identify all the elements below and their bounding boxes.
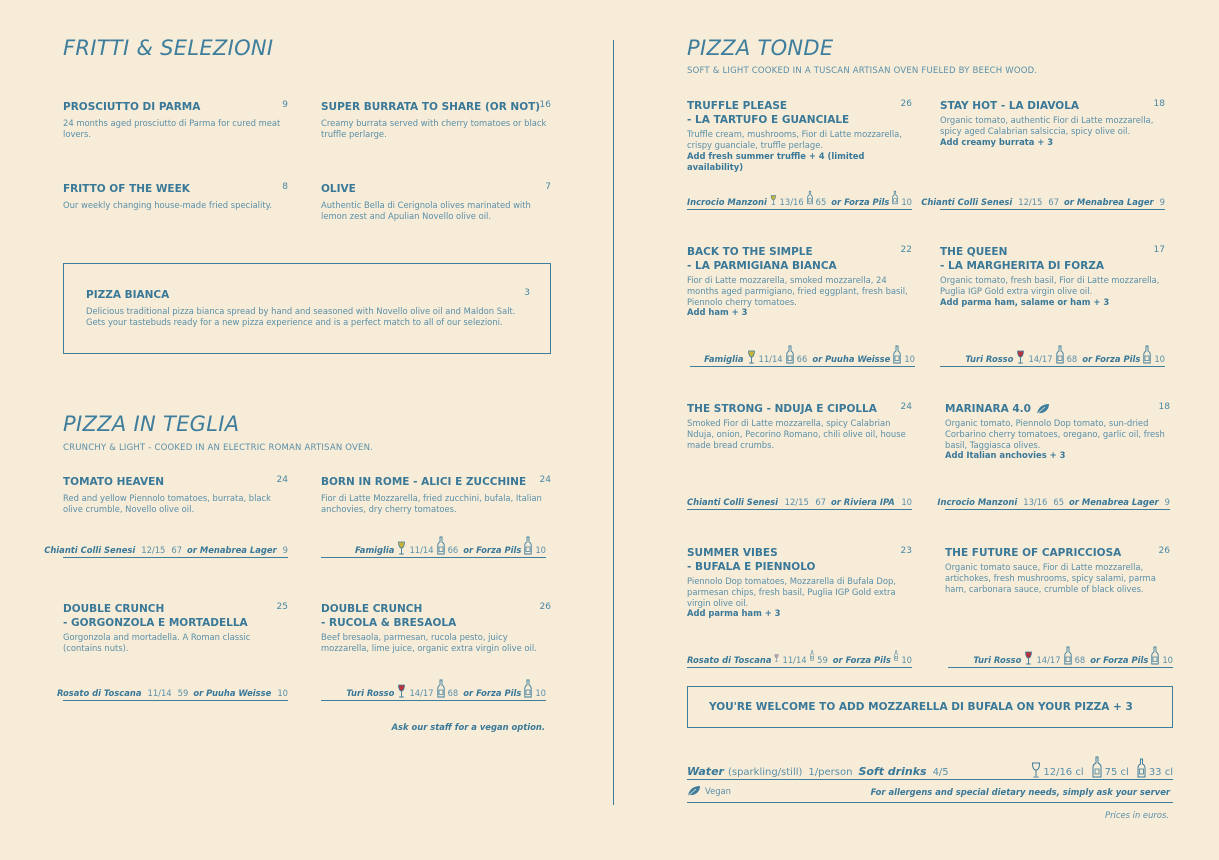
white-wine-glass-icon — [397, 541, 406, 555]
item-name-2: - LA TARTUFO E GUANCIALE — [687, 114, 850, 126]
beer-size: 33 cl — [1148, 767, 1173, 778]
glass-price: 11/14 — [758, 354, 783, 364]
vegan-leaf-icon — [687, 785, 701, 797]
or-beer: or Riviera IPA — [830, 497, 895, 507]
wine-name: Turi Rosso — [973, 655, 1022, 665]
item-extra: Add fresh summer truffle + 4 (limited availability) — [687, 150, 865, 172]
beer-name: Forza Pils — [1095, 354, 1141, 364]
item-name: THE FUTURE OF CAPRICCIOSA — [945, 547, 1122, 559]
beer-price: 9 — [282, 545, 288, 555]
bottle-size: 75 cl — [1104, 767, 1129, 778]
glass-price: 14/17 — [409, 688, 434, 698]
beer-bottle-icon — [524, 679, 532, 698]
beer-bottle-icon — [1143, 345, 1151, 364]
beer-price: 10 — [535, 545, 546, 555]
item-extra: Add parma ham, salame or ham + 3 — [940, 296, 1110, 307]
or-beer: or Puuha Weisse — [812, 354, 891, 364]
bottle-price: 67 — [1048, 197, 1060, 207]
item-extra: Add parma ham + 3 — [687, 608, 781, 619]
glass-price: 14/17 — [1036, 655, 1061, 665]
bottle-price: 65 — [1053, 497, 1065, 507]
beer-name: Puuha Weisse — [825, 354, 891, 364]
wine-bottle-icon — [807, 188, 813, 207]
beer-bottle-icon — [893, 345, 901, 364]
item-price: 26 — [900, 99, 912, 109]
item-price: 24 — [900, 402, 912, 412]
item-desc: Red and yellow Piennolo tomatoes, burrata, black olive crumble, Novello olive oil. — [63, 493, 271, 514]
item-name: MARINARA 4.0 — [945, 403, 1031, 415]
wine-pairing — [937, 486, 1170, 510]
item-name: DOUBLE CRUNCH — [321, 603, 423, 615]
item-desc: Organic tomato, Piennolo Dop tomato, sun-dried Corbarino cherry tomatoes, oregano, garlic oil, fresh basil, Taggiasca olives. — [945, 418, 1165, 450]
item-name: OLIVE — [321, 183, 356, 195]
beer-price: 10 — [901, 197, 912, 207]
glass-size: 12/16 cl — [1043, 767, 1084, 778]
item-price: 26 — [1158, 546, 1170, 556]
water-label: Water — [687, 765, 724, 778]
item-name: DOUBLE CRUNCH — [63, 603, 165, 615]
item-name: BORN IN ROME - ALICI E ZUCCHINE — [321, 476, 527, 488]
beer-name: Menabrea Lager — [1076, 197, 1154, 207]
item-desc: Beef bresaola, parmesan, rucola pesto, juicy mozzarella, lime juice, organic extra virgin olive oil. — [321, 632, 537, 653]
vegan-option-note: Ask our staff for a vegan option. — [391, 722, 545, 732]
item-desc: Creamy burrata served with cherry tomatoes or black truffle perlarge. — [321, 118, 547, 139]
beer-price: 9 — [1159, 197, 1165, 207]
beer-price: 10 — [277, 688, 288, 698]
item-desc: 24 months aged prosciutto di Parma for cured meat lovers. — [63, 118, 281, 139]
bottle-price: 66 — [796, 354, 808, 364]
item-extra: Add Italian anchovies + 3 — [945, 450, 1066, 461]
item-name: SUPER BURRATA TO SHARE (OR NOT) — [321, 101, 541, 113]
beer-name: Menabrea Lager — [199, 545, 277, 555]
or-beer: or Menabrea Lager — [1064, 197, 1154, 207]
item-name: STAY HOT - LA DIAVOLA — [940, 100, 1080, 112]
item-name: BACK TO THE SIMPLE — [687, 246, 813, 258]
or-beer: or Forza Pils — [463, 688, 522, 698]
wine-pairing — [687, 186, 912, 210]
item-price: 18 — [1158, 402, 1170, 412]
or-beer: or Forza Pils — [831, 197, 890, 207]
item-desc: Organic tomato, authentic Fior di Latte mozzarella, spicy aged Calabrian salsiccia, spicy olive oil. — [940, 115, 1154, 136]
glass-price: 14/17 — [1028, 354, 1053, 364]
wine-pairing — [687, 486, 912, 510]
wine-bottle-icon — [810, 646, 814, 665]
wine-name: Incrocio Manzoni — [687, 197, 767, 207]
item-price: 25 — [276, 602, 288, 612]
menu-item — [63, 602, 288, 654]
menu-item — [86, 288, 530, 328]
item-name-2: - LA MARGHERITA DI FORZA — [940, 260, 1105, 272]
tonde-subtitle: SOFT & LIGHT COOKED IN A TUSCAN ARTISAN OVEN FUELED BY BEECH WOOD. — [687, 66, 1038, 76]
item-name: PROSCIUTTO DI PARMA — [63, 101, 201, 113]
menu-item — [63, 475, 288, 515]
beer-bottle-icon — [898, 488, 899, 507]
beer-price: 10 — [1162, 655, 1173, 665]
red-wine-glass-icon — [781, 493, 782, 507]
wine-bottle-icon — [1064, 646, 1072, 665]
wine-pairing — [57, 677, 288, 701]
wine-glass-icon — [1031, 762, 1041, 778]
wine-pairing — [321, 534, 546, 558]
vegan-leaf-icon — [1036, 403, 1050, 415]
footer-rule — [687, 802, 1173, 803]
beer-bottle-icon — [1137, 758, 1146, 778]
item-price: 17 — [1153, 245, 1165, 255]
bottle-price: 66 — [447, 545, 459, 555]
menu-item — [687, 99, 912, 173]
glass-price: 13/16 — [1023, 497, 1048, 507]
wine-pairing — [948, 644, 1173, 668]
item-desc: Piennolo Dop tomatoes, Mozzarella di Bufala Dop, parmesan chips, fresh basil, Puglia IGP Gold extra virgin olive oil. — [687, 576, 896, 608]
or-beer: or Forza Pils — [832, 655, 891, 665]
wine-bottle-icon — [437, 679, 445, 698]
vegan-legend — [687, 785, 731, 797]
item-price: 26 — [539, 602, 551, 612]
wine-name: Chianti Colli Senesi — [687, 497, 779, 507]
or-beer: or Menabrea Lager — [187, 545, 277, 555]
bottle-price: 67 — [815, 497, 826, 507]
item-price: 18 — [1153, 99, 1165, 109]
menu-item — [321, 100, 551, 140]
water-price: 1/person — [808, 767, 853, 778]
wine-pairing — [690, 343, 915, 367]
wine-bottle-icon — [437, 536, 445, 555]
red-wine-glass-icon — [1024, 651, 1033, 665]
item-price: 24 — [276, 475, 288, 485]
menu-item — [945, 546, 1170, 594]
wine-name: Famiglia — [704, 354, 744, 364]
item-price: 9 — [282, 100, 288, 110]
bufala-text: YOU'RE WELCOME TO ADD MOZZARELLA DI BUFALA ON YOUR PIZZA + 3 — [709, 701, 1133, 713]
tonde-title: PIZZA TONDE — [687, 36, 834, 60]
wine-pairing — [44, 534, 288, 558]
wine-bottle-icon — [786, 345, 794, 364]
item-extra: Add creamy burrata + 3 — [940, 136, 1054, 147]
menu-item — [63, 100, 288, 140]
item-price: 22 — [900, 245, 912, 255]
drinks-line — [687, 760, 1173, 778]
wine-name: Turi Rosso — [346, 688, 395, 698]
rose-wine-glass-icon — [774, 651, 779, 665]
item-price: 16 — [539, 100, 551, 110]
item-desc: Gorgonzola and mortadella. A Roman classic (contains nuts). — [63, 632, 251, 653]
beer-bottle-icon — [524, 536, 532, 555]
wine-bottle-icon — [812, 488, 813, 507]
fritti-title: FRITTI & SELEZIONI — [63, 36, 274, 60]
beer-name: Forza Pils — [844, 197, 890, 207]
menu-item — [945, 402, 1170, 461]
prices-note: Prices in euros. — [1105, 810, 1169, 820]
item-desc: Smoked Fior di Latte mozzarella, spicy Calabrian Nduja, onion, Pecorino Romano, chili olive oil, house made bread crumbs. — [687, 418, 906, 450]
item-desc: Organic tomato sauce, Fior di Latte mozzarella, artichokes, fresh mushrooms, spicy salami, parma ham, carbonara sauce, crumble of black olives. — [945, 562, 1156, 594]
bufala-box — [687, 686, 1173, 728]
wine-pairing — [687, 644, 912, 668]
red-wine-glass-icon — [397, 684, 406, 698]
menu-item — [687, 546, 912, 619]
wine-pairing — [940, 343, 1165, 367]
beer-bottle-icon — [892, 188, 898, 207]
item-desc: Our weekly changing house-made fried speciality. — [63, 200, 273, 210]
soft-drinks-price: 4/5 — [932, 767, 949, 778]
wine-pairing — [321, 677, 546, 701]
menu-item — [687, 245, 912, 318]
soft-drinks-label: Soft drinks — [858, 765, 927, 778]
bottle-price: 68 — [447, 688, 459, 698]
glass-price: 13/16 — [779, 197, 804, 207]
beer-bottle-icon — [894, 646, 898, 665]
page-divider — [613, 40, 614, 805]
glass-price: 12/15 — [784, 497, 809, 507]
beer-name: Forza Pils — [476, 545, 522, 555]
or-beer: or Menabrea Lager — [1069, 497, 1159, 507]
item-desc: Authentic Bella di Cerignola olives marinated with lemon zest and Apulian Novello olive oil. — [321, 200, 531, 221]
pizza-bianca-box — [63, 263, 551, 354]
bottle-price: 59 — [177, 688, 189, 698]
wine-name: Incrocio Manzoni — [937, 497, 1018, 507]
item-price: 8 — [282, 182, 288, 192]
item-desc: Fior di Latte mozzarella, smoked mozzarella, 24 months aged parmigiano, fried eggplant, fresh basil, Piennolo cherry tomatoes. — [687, 275, 908, 307]
item-price: 23 — [900, 546, 912, 556]
beer-price: 9 — [1164, 497, 1170, 507]
beer-price: 10 — [1154, 354, 1165, 364]
white-wine-glass-icon — [747, 350, 756, 364]
item-desc: Truffle cream, mushrooms, Fior di Latte mozzarella, crispy guanciale, truffle perlage. — [687, 129, 902, 150]
white-wine-glass-icon — [770, 193, 777, 207]
wine-name: Rosato di Toscana — [57, 688, 142, 698]
wine-name: Turi Rosso — [965, 354, 1014, 364]
bottle-price: 65 — [815, 197, 827, 207]
item-price: 24 — [539, 475, 551, 485]
or-beer: or Forza Pils — [1090, 655, 1149, 665]
wine-name: Famiglia — [355, 545, 395, 555]
item-extra: Add ham + 3 — [687, 307, 748, 318]
menu-item — [63, 182, 288, 211]
item-name: PIZZA BIANCA — [86, 289, 170, 301]
beer-price: 10 — [901, 497, 912, 507]
glass-price: 11/14 — [409, 545, 434, 555]
beer-price: 10 — [901, 655, 912, 665]
item-desc: Delicious traditional pizza bianca spread by hand and seasoned with Novello olive oil and Maldon Salt. Gets your tastebuds ready for a new pizza experience and is a perfect match to all of our selezioni. — [86, 306, 516, 327]
item-price: 7 — [545, 182, 551, 192]
wine-bottle-icon — [1092, 756, 1102, 778]
menu-item — [687, 402, 912, 450]
item-desc: Organic tomato, fresh basil, Fior di Latte mozzarella, Puglia IGP Gold extra virgin olive oil. — [940, 275, 1160, 296]
menu-item — [321, 475, 551, 515]
or-beer: or Puuha Weisse — [193, 688, 272, 698]
wine-name: Chianti Colli Senesi — [44, 545, 136, 555]
wine-name: Chianti Colli Senesi — [921, 197, 1013, 207]
item-name: SUMMER VIBES — [687, 547, 778, 559]
wine-name: Rosato di Toscana — [687, 655, 772, 665]
footer-rule — [687, 779, 1173, 780]
menu-item — [940, 99, 1165, 148]
item-name-2: - RUCOLA & BRESAOLA — [321, 617, 457, 629]
item-name-2: - BUFALA E PIENNOLO — [687, 561, 816, 573]
teglia-title: PIZZA IN TEGLIA — [63, 412, 240, 436]
item-name: TRUFFLE PLEASE — [687, 100, 788, 112]
bottle-price: 68 — [1074, 655, 1086, 665]
red-wine-glass-icon — [1016, 350, 1025, 364]
teglia-subtitle: CRUNCHY & LIGHT - COOKED IN AN ELECTRIC ROMAN ARTISAN OVEN. — [63, 443, 374, 453]
beer-name: Forza Pils — [1103, 655, 1149, 665]
beer-name: Forza Pils — [476, 688, 522, 698]
item-desc: Fior di Latte Mozzarella, fried zucchini, bufala, Italian anchovies, dry cherry tomatoes. — [321, 493, 542, 514]
glass-price: 11/14 — [782, 655, 807, 665]
beer-name: Forza Pils — [845, 655, 891, 665]
bottle-price: 59 — [817, 655, 828, 665]
water-detail: (sparkling/still) — [727, 767, 803, 778]
wine-pairing — [921, 186, 1165, 210]
glass-price: 11/14 — [147, 688, 172, 698]
menu-item — [321, 182, 551, 222]
beer-price: 10 — [904, 354, 915, 364]
beer-price: 10 — [535, 688, 546, 698]
allergen-note: For allergens and special dietary needs, simply ask your server — [870, 787, 1170, 797]
menu-item — [321, 602, 551, 654]
wine-bottle-icon — [1056, 345, 1064, 364]
beer-name: Riviera IPA — [843, 497, 895, 507]
or-beer: or Forza Pils — [463, 545, 522, 555]
item-name: THE QUEEN — [940, 246, 1008, 258]
beer-name: Puuha Weisse — [206, 688, 272, 698]
bottle-price: 68 — [1066, 354, 1078, 364]
item-name: THE STRONG - NDUJA E CIPOLLA — [687, 403, 877, 415]
item-name: TOMATO HEAVEN — [63, 476, 165, 488]
bottle-price: 67 — [171, 545, 183, 555]
item-name-2: - GORGONZOLA E MORTADELLA — [63, 617, 248, 629]
glass-price: 12/15 — [141, 545, 166, 555]
item-price: 3 — [524, 288, 530, 298]
menu-item — [940, 245, 1165, 308]
beer-bottle-icon — [1151, 646, 1159, 665]
glass-price: 12/15 — [1018, 197, 1043, 207]
item-name-2: - LA PARMIGIANA BIANCA — [687, 260, 837, 272]
or-beer: or Forza Pils — [1082, 354, 1141, 364]
vegan-legend-label: Vegan — [705, 786, 731, 796]
beer-name: Menabrea Lager — [1081, 497, 1159, 507]
item-name: FRITTO OF THE WEEK — [63, 183, 190, 195]
